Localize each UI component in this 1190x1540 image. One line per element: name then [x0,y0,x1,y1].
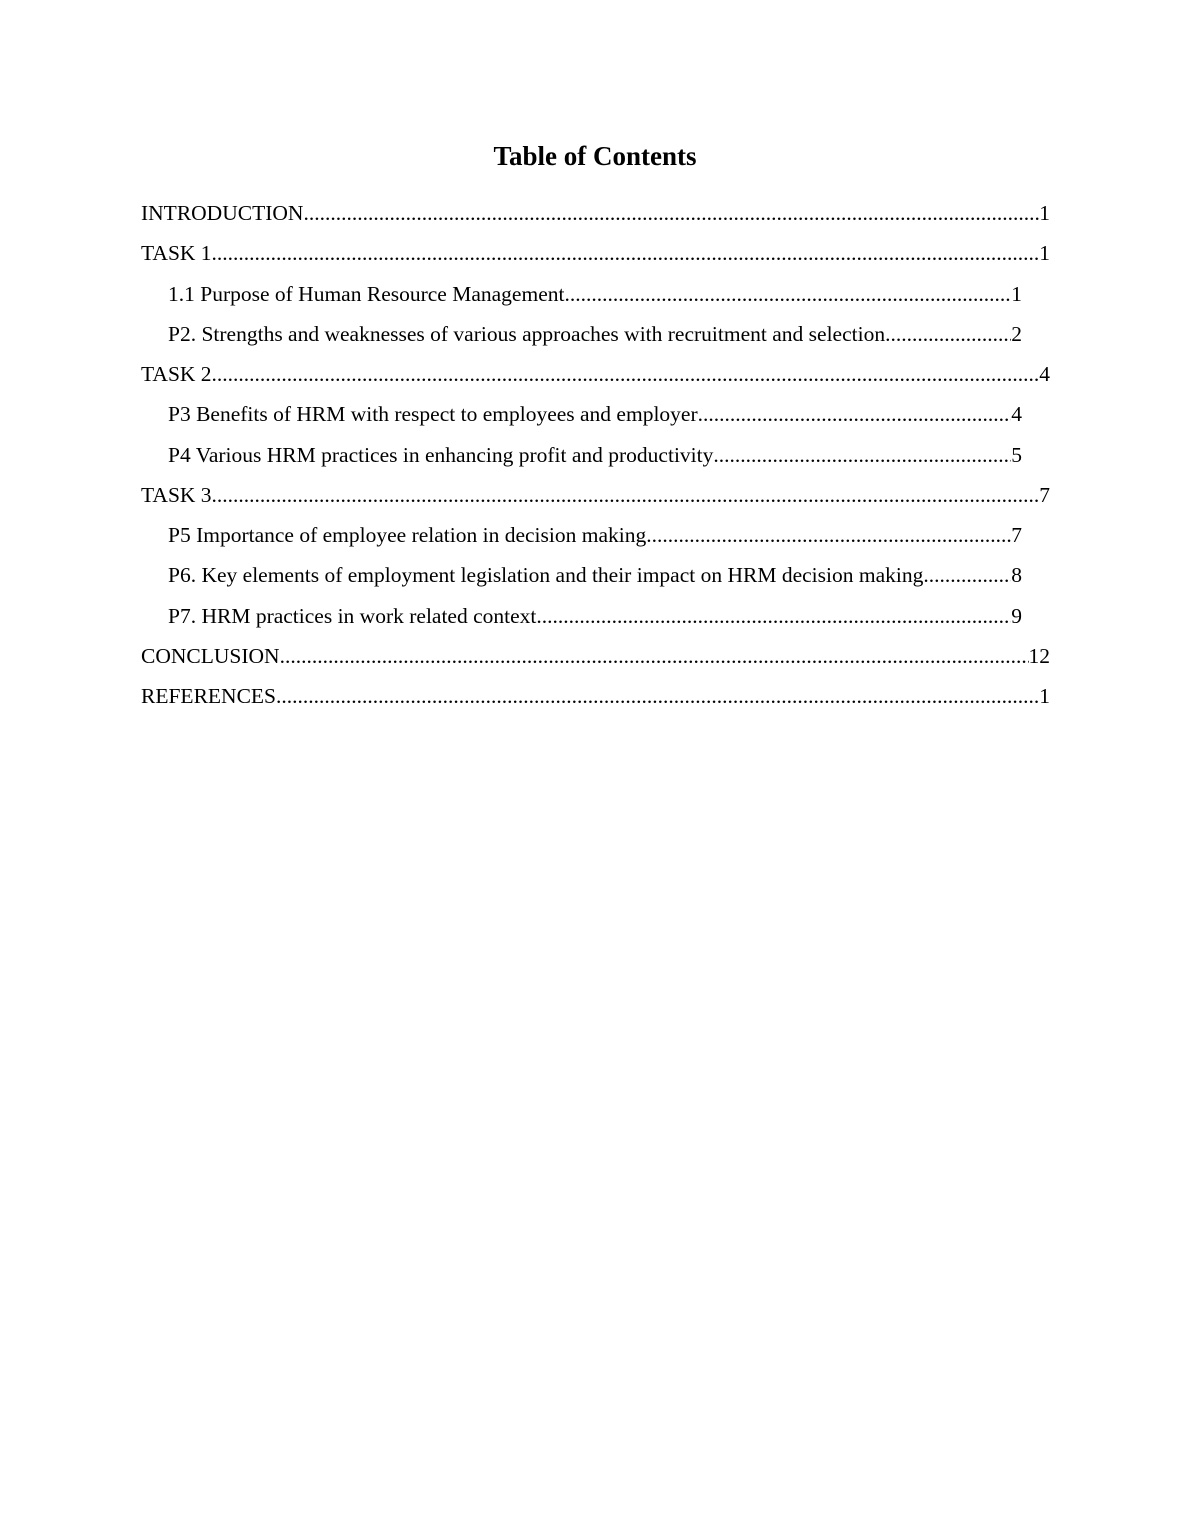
toc-dot-leader [885,320,1011,348]
toc-entry-p5[interactable] [168,521,1022,549]
toc-entry-task-1[interactable] [141,239,1050,267]
toc-page-number: 7 [1011,523,1022,547]
toc-entry-label: CONCLUSION [141,644,280,668]
toc-dot-leader [923,561,1011,589]
toc-dot-leader [646,521,1011,549]
toc-page-number: 5 [1011,443,1022,467]
toc-page-number: 4 [1039,362,1050,386]
toc-page-number: 1 [1039,684,1050,708]
toc-entry-task-2[interactable] [141,360,1050,388]
toc-dot-leader [212,360,1040,388]
toc-page-number: 12 [1028,644,1050,668]
toc-entry-label: TASK 2 [141,362,212,386]
toc-page-number: 1 [1039,201,1050,225]
toc-entry-label: TASK 3 [141,483,212,507]
toc-entry-label: P7. HRM practices in work related context [168,604,537,628]
toc-entry-p4[interactable] [168,441,1022,469]
toc-page-number: 8 [1011,563,1022,587]
toc-entry-label: P4 Various HRM practices in enhancing profit and productivity [168,443,714,467]
toc-page-number: 1 [1011,282,1022,306]
toc-entry-label: REFERENCES [141,684,276,708]
toc-dot-leader [280,642,1029,670]
toc-entry-label: P5 Importance of employee relation in decision making [168,523,647,547]
toc-entry-p2[interactable] [168,320,1022,348]
toc-entry-label: 1.1 Purpose of Human Resource Management [168,282,565,306]
toc-page-number: 7 [1039,483,1050,507]
toc-dot-leader [536,602,1011,630]
toc-dot-leader [564,280,1011,308]
toc-entry-p6[interactable] [168,561,1022,589]
toc-dot-leader [212,481,1040,509]
toc-dot-leader [303,199,1039,227]
toc-entry-introduction[interactable] [141,199,1050,227]
toc-page-number: 1 [1039,241,1050,265]
toc-dot-leader [713,441,1011,469]
toc-entry-p3[interactable] [168,400,1022,428]
toc-entry-label: P6. Key elements of employment legislation and their impact on HRM decision making [168,563,924,587]
toc-entry-label: INTRODUCTION [141,201,304,225]
toc-dot-leader [276,682,1039,710]
toc-page-number: 2 [1011,322,1022,346]
toc-dot-leader [698,400,1012,428]
toc-entry-p7[interactable] [168,602,1022,630]
toc-entry-label: TASK 1 [141,241,212,265]
toc-title: Table of Contents [493,141,697,171]
toc-entry-label: P3 Benefits of HRM with respect to employees and employer [168,402,698,426]
toc-entry-task-3[interactable] [141,481,1050,509]
toc-page-number: 4 [1011,402,1022,426]
toc-entry-label: P2. Strengths and weaknesses of various approaches with recruitment and selection [168,322,886,346]
toc-page-number: 9 [1011,604,1022,628]
toc-entry-purpose-hrm[interactable] [168,280,1022,308]
toc-dot-leader [212,239,1040,267]
toc-entry-conclusion[interactable] [141,642,1050,670]
toc-entry-references[interactable] [141,682,1050,710]
